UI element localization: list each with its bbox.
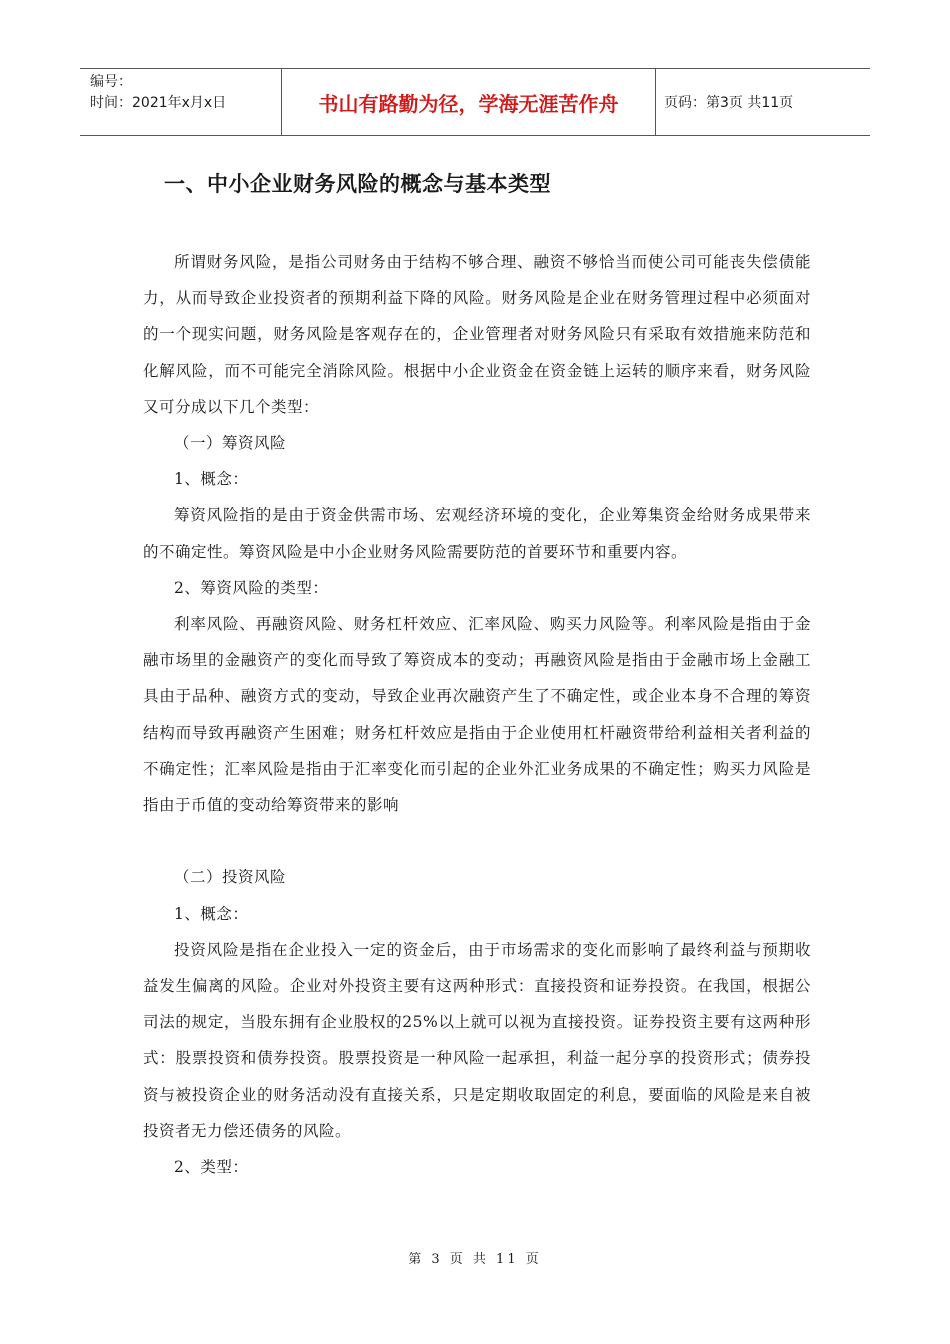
header-motto: 书山有路勤为径，学海无涯苦作舟 bbox=[282, 69, 656, 135]
paragraph-financing-types: 利率风险、再融资风险、财务杠杆效应、汇率风险、购买力风险等。利率风险是指由于金融市场里的金融资产的变化而导致了筹资成本的变动；再融资风险是指由于金融市场上金融工具由于品种、融资方式的变动，导致企业再次融资产生了不确定性，或企业本身不合理的筹资结构而导致再融资产生困难；财务杠杆效应是指由于企业使用杠杆融资带给利益相关者利益的不确定性；汇率风险是指由于汇率变化而引起的企业外汇业务成果的不确定性；购买力风险是指由于币值的变动给筹资带来的影响 bbox=[143, 615, 811, 815]
document-header bbox=[80, 68, 870, 136]
paragraph-intro: 所谓财务风险，是指公司财务由于结构不够合理、融资不够恰当而使公司可能丧失偿债能力，从而导致企业投资者的预期利益下降的风险。财务风险是企业在财务管理过程中必须面对的一个现实问题，财务风险是客观存在的，企业管理者对财务风险只有采取有效措施来防范和化解风险，而不可能完全消除风险。根据中小企业资金在资金链上运转的顺序来看，财务风险又可分成以下几个类型： bbox=[143, 253, 811, 416]
paragraph-spacer bbox=[143, 823, 811, 859]
document-body bbox=[143, 244, 811, 1185]
paragraph-investment-concept: 投资风险是指在企业投入一定的资金后，由于市场需求的变化而影响了最终利益与预期收益发生偏离的风险。企业对外投资主要有这两种形式：直接投资和证券投资。在我国，根据公司法的规定，当股东拥有企业股权的25%以上就可以视为直接投资。证券投资主要有这两种形式：股票投资和债券投资。股票投资是一种风险一起承担，利益一起分享的投资形式；债券投资与被投资企业的财务活动没有直接关系，只是定期收取固定的利息，要面临的风险是来自被投资者无力偿还债务的风险。 bbox=[143, 940, 811, 1140]
header-page-info: 页码：第3页 共11页 bbox=[664, 95, 794, 111]
date-label: 时间：2021年x月x日 bbox=[90, 95, 227, 111]
page-footer: 第 3 页 共 11 页 bbox=[408, 1252, 542, 1267]
subheading-concept: 1、概念： bbox=[174, 470, 249, 489]
paragraph-financing-concept: 筹资风险指的是由于资金供需市场、宏观经济环境的变化，企业筹集资金给财务成果带来的不确定性。筹资风险是中小企业财务风险需要防范的首要环节和重要内容。 bbox=[143, 506, 811, 561]
subheading-financing-risk: （一）筹资风险 bbox=[174, 434, 287, 453]
code-label: 编号： bbox=[90, 74, 132, 90]
subheading-concept: 1、概念： bbox=[174, 904, 249, 923]
subheading-types: 2、类型： bbox=[174, 1158, 249, 1177]
header-meta bbox=[80, 69, 282, 135]
subheading-investment-risk: （二）投资风险 bbox=[174, 868, 287, 887]
section-title: 一、中小企业财务风险的概念与基本类型 bbox=[164, 172, 551, 196]
subheading-financing-types: 2、筹资风险的类型： bbox=[174, 578, 329, 597]
